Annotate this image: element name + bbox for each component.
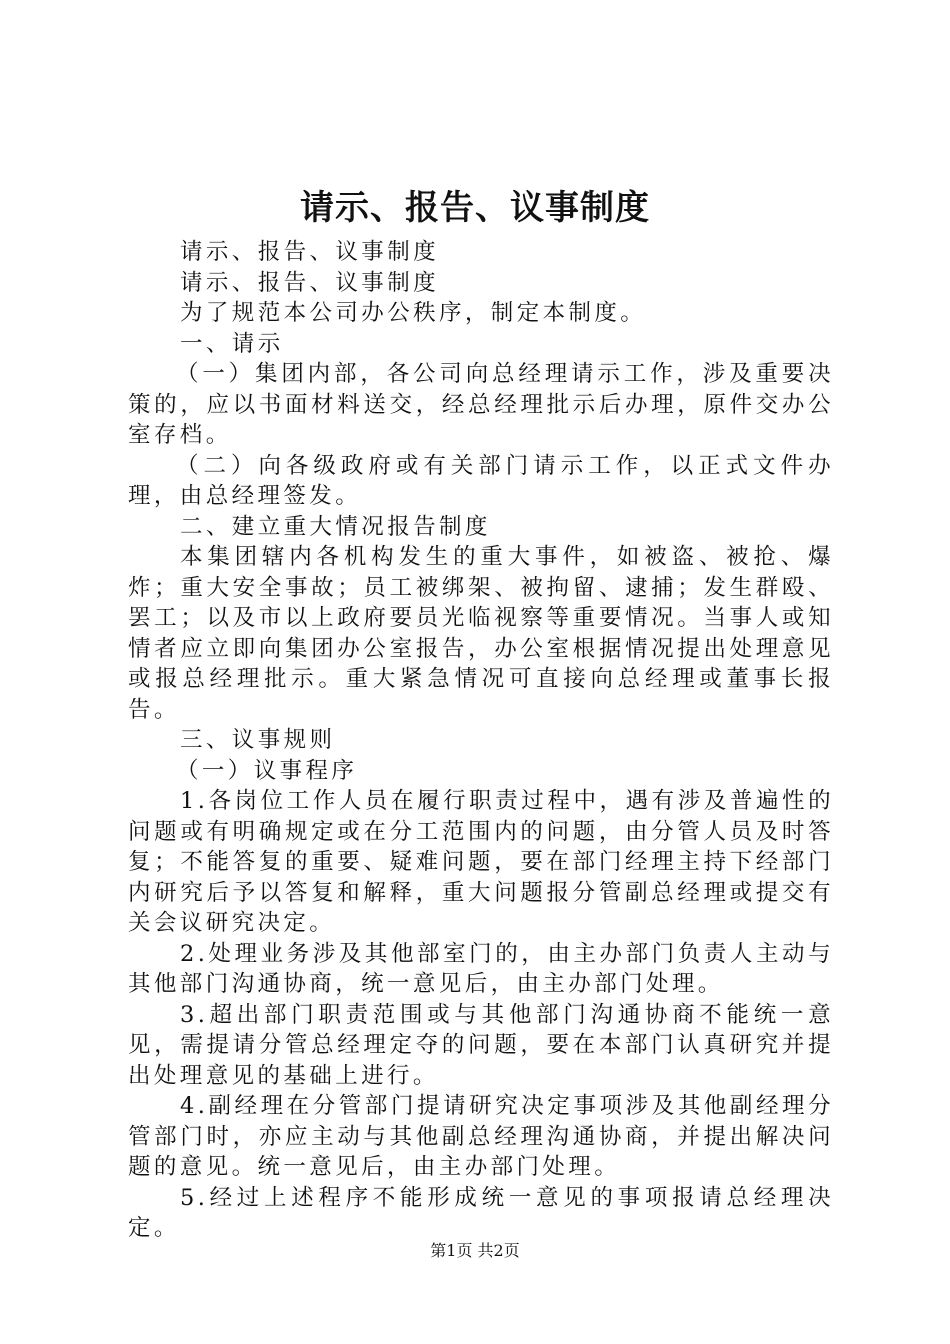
paragraph-rule-5: 5.经过上述程序不能形成统一意见的事项报请总经理决定。 — [128, 1184, 834, 1241]
subheading-procedure: （一）议事程序 — [176, 757, 358, 784]
paragraph-major-events: 本集团辖内各机构发生的重大事件，如被盗、被抢、爆炸；重大安全事故；员工被绑架、被拘留、逮捕；发生群殴、罢工；以及市以上政府要员光临视察等重要情况。当事人或知情者应立即向集团办公室报告，办公室根据情况提出处理意见或报总经理批示。重大紧急情况可直接向总经理或董事长报告。 — [128, 544, 834, 723]
paragraph-request-government: （二）向各级政府或有关部门请示工作，以正式文件办理，由总经理签发。 — [128, 452, 834, 509]
section-heading-rules: 三、议事规则 — [180, 727, 336, 753]
document-title: 请示、报告、议事制度 — [300, 188, 650, 228]
paragraph-purpose: 为了规范本公司办公秩序，制定本制度。 — [180, 300, 647, 326]
section-heading-report: 二、建立重大情况报告制度 — [180, 513, 491, 540]
paragraph-subtitle-2: 请示、报告、议事制度 — [180, 269, 440, 296]
paragraph-rule-3: 3.超出部门职责范围或与其他部门沟通协商不能统一意见，需提请分管总经理定夺的问题，要在本部门认真研究并提出处理意见的基础上进行。 — [128, 1001, 834, 1089]
section-heading-request: 一、请示 — [180, 330, 284, 357]
paragraph-request-internal: （一）集团内部，各公司向总经理请示工作，涉及重要决策的，应以书面材料送交，经总经理批示后办理，原件交办公室存档。 — [128, 361, 834, 448]
paragraph-subtitle-1: 请示、报告、议事制度 — [180, 239, 440, 265]
paragraph-rule-4: 4.副经理在分管部门提请研究决定事项涉及其他副经理分管部门时，亦应主动与其他副总经理沟通协商，并提出解决问题的意见。统一意见后，由主办部门处理。 — [128, 1093, 834, 1180]
paragraph-rule-1: 1.各岗位工作人员在履行职责过程中，遇有涉及普遍性的问题或有明确规定或在分工范围内的问题，由分管人员及时答复；不能答复的重要、疑难问题，要在部门经理主持下经部门内研究后予以答复和解释，重大问题报分管副总经理或提交有关会议研究决定。 — [128, 788, 834, 936]
paragraph-rule-2: 2.处理业务涉及其他部室门的，由主办部门负责人主动与其他部门沟通协商，统一意见后，由主办部门处理。 — [128, 940, 834, 997]
page-number-footer: 第1页 共2页 — [430, 1241, 520, 1260]
document-body — [128, 237, 834, 1244]
